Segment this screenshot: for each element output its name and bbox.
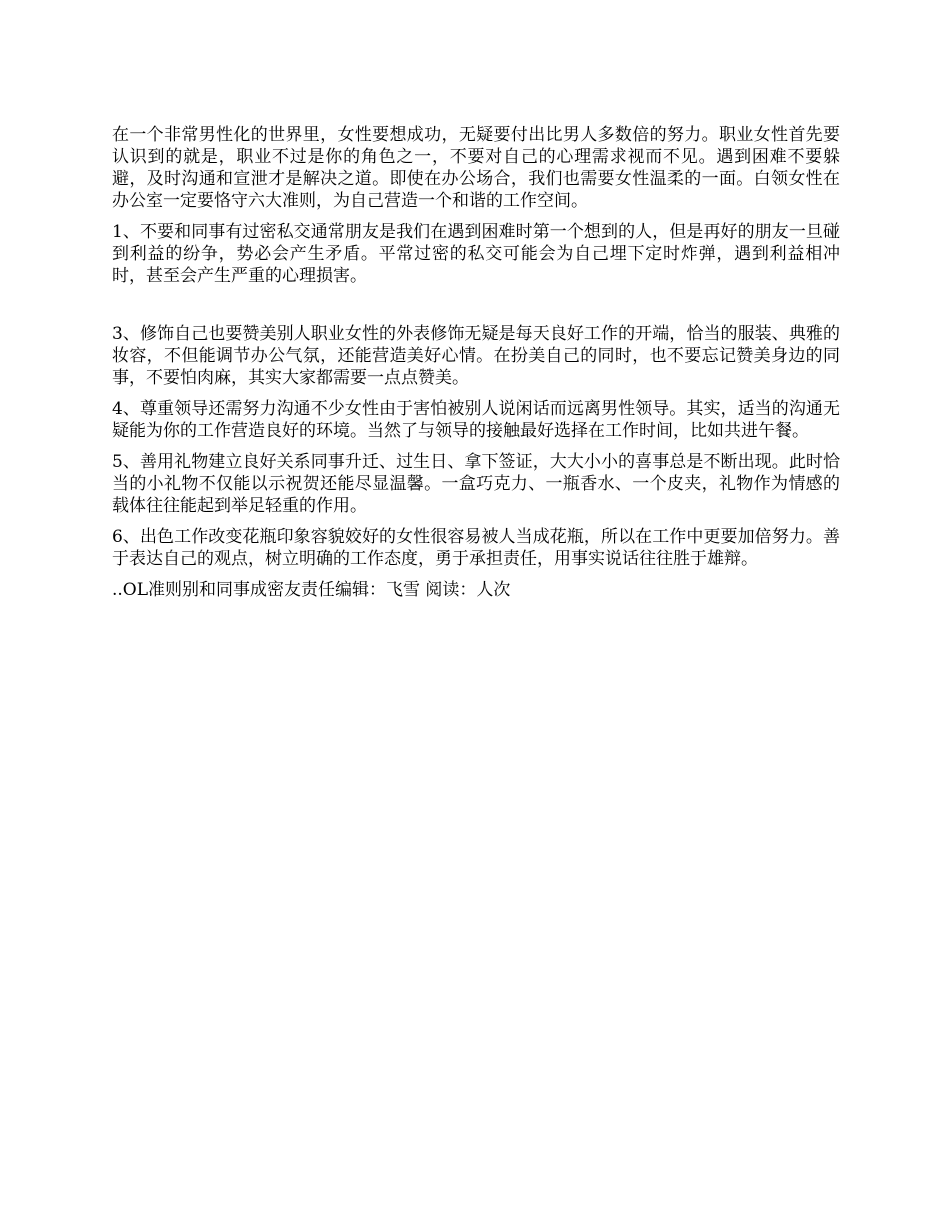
- rule-4-paragraph: 4、尊重领导还需努力沟通不少女性由于害怕被别人说闲话而远离男性领导。其实，适当的沟通无疑能为你的工作营造良好的环境。当然了与领导的接触最好选择在工作时间，比如共进午餐。: [112, 399, 840, 441]
- rule-5-paragraph: 5、善用礼物建立良好关系同事升迁、过生日、拿下签证，大大小小的喜事总是不断出现。此时恰当的小礼物不仅能以示祝贺还能尽显温馨。一盒巧克力、一瓶香水、一个皮夹，礼物作为情感的载体往往能起到举足轻重的作用。: [112, 452, 840, 516]
- rule-1-paragraph: 1、不要和同事有过密私交通常朋友是我们在遇到困难时第一个想到的人，但是再好的朋友一旦碰到利益的纷争，势必会产生矛盾。平常过密的私交可能会为自己埋下定时炸弹，遇到利益相冲时，甚至会产生严重的心理损害。: [112, 222, 840, 286]
- footer-credit-line: ..OL准则别和同事成密友责任编辑：飞雪 阅读：人次: [112, 580, 511, 600]
- document-body: [112, 124, 840, 601]
- rule-6-paragraph: 6、出色工作改变花瓶印象容貌姣好的女性很容易被人当成花瓶，所以在工作中更要加倍努力。善于表达自己的观点，树立明确的工作态度，勇于承担责任，用事实说话往往胜于雄辩。: [112, 527, 840, 569]
- intro-paragraph: 在一个非常男性化的世界里，女性要想成功，无疑要付出比男人多数倍的努力。职业女性首先要认识到的就是，职业不过是你的角色之一，不要对自己的心理需求视而不见。遇到困难不要躲避，及时沟通和宣泄才是解决之道。即使在办公场合，我们也需要女性温柔的一面。白领女性在办公室一定要恪守六大准则，为自己营造一个和谐的工作空间。: [112, 125, 840, 211]
- rule-3-paragraph: 3、修饰自己也要赞美别人职业女性的外表修饰无疑是每天良好工作的开端，恰当的服装、典雅的妆容，不但能调节办公气氛，还能营造美好心情。在扮美自己的同时，也不要忘记赞美身边的同事，不要怕肉麻，其实大家都需要一点点赞美。: [112, 324, 840, 388]
